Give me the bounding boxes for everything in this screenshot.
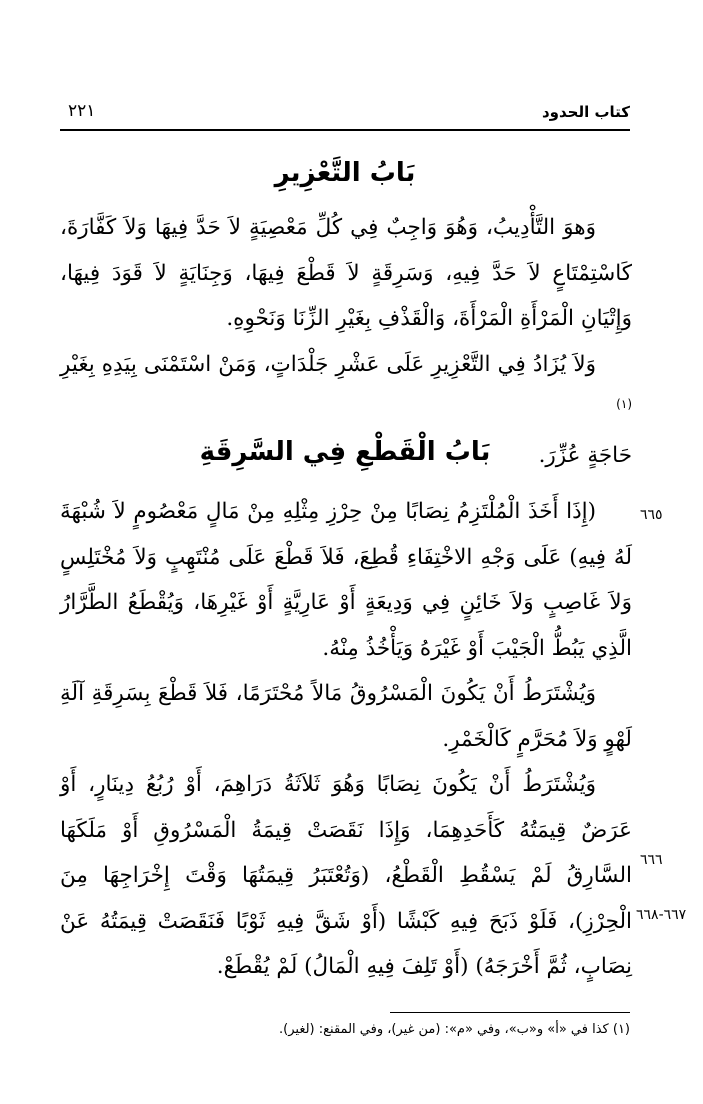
margin-number-666: ٦٦٦ [640,852,663,868]
chapter-title-taazir: بَابُ التَّعْزِيرِ [274,158,416,188]
running-title: كتاب الحدود [541,103,630,121]
margin-number-667-668: ٦٦٧-٦٦٨ [636,907,687,923]
taazir-paragraph-3: حَاجَةٍ عُزِّرَ. [538,442,632,468]
sariqa-paragraph-2: وَيُشْتَرَطُ أَنْ يَكُونَ الْمَسْرُوقُ مَالاً مُحْتَرَمًا، فَلاَ قَطْعَ بِسَرِقَةِ آلَةِ لَهْوٍ وَلاَ مُحَرَّمٍ كَالْخَمْرِ. [60,681,632,752]
footnote: (١) كذا في «أ» و«ب»، وفي «م»: (من غير)، وفي المقنع: (لغير). [279,1022,630,1037]
taazir-paragraph-1: وَهوَ التَّأْدِيبُ، وَهُوَ وَاجِبٌ فِي كُلِّ مَعْصِيَةٍ لاَ حَدَّ فِيهَا وَلاَ كَفَّارَةَ، كَاسْتِمْتَاعٍ لاَ حَدَّ فِيهِ، وَسَرِقَةٍ لاَ قَطْعَ فِيهَا، وَجِنَايَةٍ لاَ قَوَدَ فِيهَا، وَإِتْيَانِ الْمَرْأَةِ الْمَرْأَةَ، وَالْقَذْفِ بِغَيْرِ الزِّنَا وَنَحْوِهِ. [60,215,632,331]
footnote-divider [390,1012,630,1013]
sariqa-text [60,489,632,990]
page-header [60,97,630,131]
margin-number-665: ٦٦٥ [640,507,663,523]
sariqa-paragraph-3: وَيُشْتَرَطُ أَنْ يَكُونَ نِصَابًا وَهُوَ ثَلاَثَةُ دَرَاهِمَ، أَوْ رُبُعُ دِينَارٍ، أَوْ عَرَضٌ قِيمَتُهُ كَأَحَدِهِمَا، وَإِذَا نَقَصَتْ قِيمَةُ الْمَسْرُوقِ أَوْ مَلَكَهَا السَّارِقُ لَمْ يَسْقُطِ الْقَطْعُ، (وَتُعْتَبَرُ قِيمَتُهَا وَقْتَ إِخْرَاجِهَا مِنَ الْحِرْزِ)، فَلَوْ ذَبَحَ فِيهِ كَبْشًا (أَوْ شَقَّ فِيهِ ثَوْبًا فَنَقَصَتْ قِيمَتُهُ عَنْ نِصَابٍ، ثُمَّ أَخْرَجَهُ) (أَوْ تَلِفَ فِيهِ الْمَالُ) لَمْ يُقْطَعْ. [60,772,632,979]
taazir-paragraph-2 [60,342,632,433]
taazir-paragraph-2-text: وَلاَ يُزَادُ فِي التَّعْزِيرِ عَلَى عَشْرِ جَلْدَاتٍ، وَمَنْ اسْتَمْنَى بِيَدِهِ بِغَيْرِ [60,351,596,377]
footnote-reference: (١) [616,396,632,411]
sariqa-paragraph-1: (إِذَا أَخَذَ الْمُلْتَزِمُ نِصَابًا مِنْ حِرْزِ مِثْلِهِ مِنْ مَالٍ مَعْصُومٍ لاَ شُبْهَةَ لَهُ فِيهِ) عَلَى وَجْهِ الاخْتِفَاءِ قُطِعَ، فَلاَ قَطْعَ عَلَى مُنْتَهِبٍ وَلاَ مُخْتَلِسٍ وَلاَ غَاصِبٍ وَلاَ خَائِنٍ فِي وَدِيعَةٍ أَوْ عَارِيَّةٍ أَوْ غَيْرِهَا، وَيُقْطَعُ الطَّرَّارُ الَّذِي يَبُطُّ الْجَيْبَ أَوْ غَيْرَهُ وَيَأْخُذُ مِنْهُ. [60,499,632,661]
page-number: ٢٢١ [68,101,96,121]
chapter-title-sariqa: بَابُ الْقَطْعِ فِي السَّرِقَةِ [199,437,491,467]
